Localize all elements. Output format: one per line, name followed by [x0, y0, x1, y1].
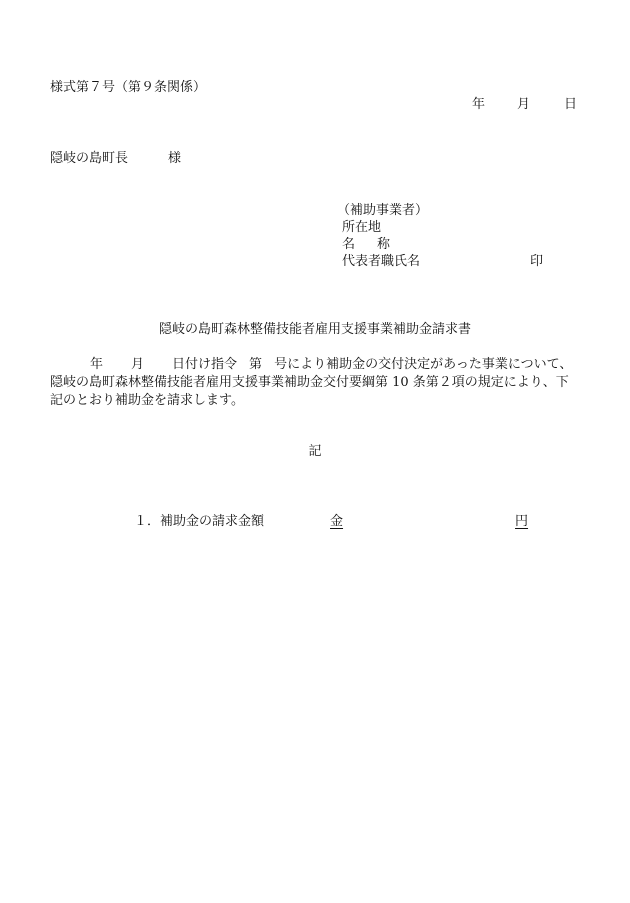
form-number: 様式第７号（第９条関係） [50, 80, 207, 95]
item-request-amount [134, 514, 528, 530]
representative-row [337, 253, 543, 270]
body-year: 年 [90, 357, 104, 372]
applicant-block [337, 202, 543, 270]
body-date-ref: 日付け指令 [172, 357, 238, 372]
address-label: 所在地 [342, 220, 382, 235]
body-line-2: 隠岐の島町森林整備技能者雇用支援事業補助金交付要綱第 10 条第２項の規定により、下 [50, 375, 569, 390]
date-line [472, 97, 577, 113]
amount-suffix: 円 [515, 514, 529, 529]
addressee [50, 151, 181, 167]
document-title: 隠岐の島町森林整備技能者雇用支援事業補助金請求書 [158, 322, 471, 337]
amount-field[interactable] [330, 514, 528, 530]
name-row [337, 236, 543, 253]
date-year-label: 年 [472, 97, 486, 112]
body-paragraph [50, 356, 590, 410]
seal-mark: 印 [530, 254, 544, 269]
ki-marker: 記 [308, 444, 322, 459]
item-label: １．補助金の請求金額 [134, 514, 265, 529]
name-label-2: 称 [377, 237, 391, 252]
body-line-3: 記のとおり補助金を請求します。 [50, 393, 244, 408]
body-month: 月 [131, 357, 145, 372]
date-month-label: 月 [517, 97, 531, 112]
body-line-1 [50, 356, 590, 374]
applicant-heading: （補助事業者） [337, 203, 429, 218]
body-number-prefix: 第 [249, 357, 263, 372]
body-line1-rest: 号により補助金の交付決定があった事業について、 [274, 357, 573, 372]
addressee-honorific: 様 [168, 151, 182, 166]
name-label-1: 名 [342, 237, 356, 252]
amount-prefix: 金 [330, 514, 344, 529]
addressee-name: 隠岐の島町長 [50, 151, 129, 166]
date-day-label: 日 [564, 97, 578, 112]
representative-label: 代表者職氏名 [342, 254, 421, 269]
